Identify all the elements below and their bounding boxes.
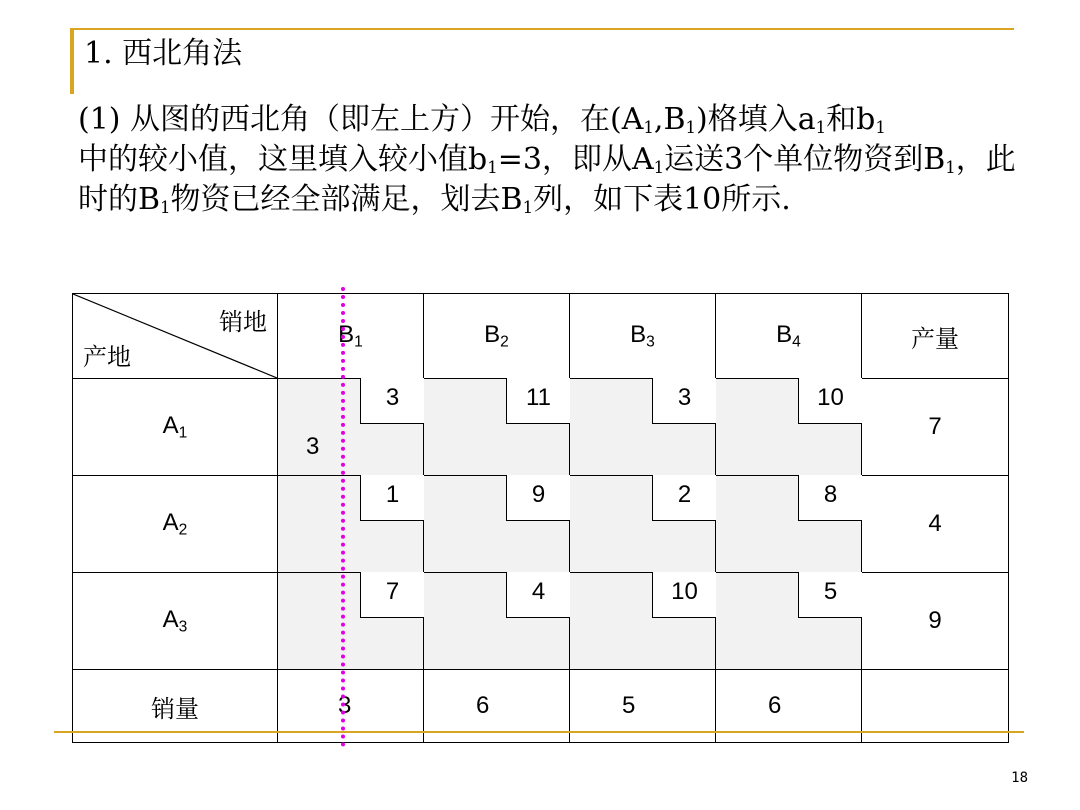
subscript: 1 — [643, 118, 654, 138]
subscript: 1 — [653, 158, 665, 178]
supply-a2: 4 — [862, 476, 1009, 573]
text-run: 列，如下表10所示. — [533, 182, 791, 217]
text-run: 和b — [826, 102, 876, 137]
subscript: 1 — [685, 118, 696, 138]
cost-box: 5 — [798, 572, 862, 618]
title-accent-line — [74, 28, 1014, 30]
supply-a3: 9 — [862, 573, 1009, 670]
table-row — [73, 476, 1009, 573]
body-paragraph — [78, 100, 1038, 220]
strike-column-line — [341, 287, 345, 747]
text-run: 运送3个单位物资到B — [664, 142, 946, 177]
cost-box: 3 — [652, 378, 716, 424]
subscript: 1 — [945, 158, 956, 178]
column-header-b2: B2 — [424, 294, 570, 379]
text-run: )格填入a — [696, 102, 816, 137]
cost-box: 9 — [506, 475, 570, 521]
cost-box: 4 — [506, 572, 570, 618]
supply-a1: 7 — [862, 379, 1009, 476]
cost-box: 7 — [360, 572, 424, 618]
header-row — [73, 294, 1009, 379]
cell-a3-b3 — [570, 573, 716, 670]
page-number: 18 — [1011, 770, 1028, 786]
cost-box: 8 — [798, 475, 862, 521]
cost-box: 10 — [798, 378, 862, 424]
cost-box: 11 — [506, 378, 570, 424]
cell-a1-b1 — [278, 379, 424, 476]
slide-heading: 1. 西北角法 — [84, 36, 243, 71]
subscript: 1 — [815, 118, 827, 138]
bottom-accent-line — [54, 731, 1024, 733]
corner-cell — [73, 294, 278, 379]
row-header-a3: A3 — [73, 573, 278, 670]
demand-label: 销量 — [73, 670, 278, 743]
subscript: 1 — [522, 198, 534, 218]
text-run: 中的较小值，这里填入较小值b — [78, 142, 488, 177]
subscript: 1 — [160, 198, 171, 218]
transport-table — [72, 293, 1009, 743]
cell-a2-b4 — [716, 476, 862, 573]
demand-b1: 3 — [278, 670, 424, 743]
title-accent-bar — [70, 28, 74, 94]
row-header-a1: A1 — [73, 379, 278, 476]
corner-bottom-label: 产地 — [83, 343, 131, 371]
cell-a3-b4 — [716, 573, 862, 670]
text-run: ,B — [653, 102, 686, 137]
text-run: 物资已经全部满足，划去B — [170, 182, 523, 217]
cell-a2-b3 — [570, 476, 716, 573]
cost-box: 1 — [360, 475, 424, 521]
subscript: 1 — [487, 158, 498, 178]
column-header-b1: B1 — [278, 294, 424, 379]
cell-a3-b1 — [278, 573, 424, 670]
supply-header: 产量 — [862, 294, 1009, 379]
cell-a2-b2 — [424, 476, 570, 573]
cell-a2-b1 — [278, 476, 424, 573]
cost-box: 10 — [652, 572, 716, 618]
allocation-value: 3 — [306, 433, 320, 460]
cost-box: 2 — [652, 475, 716, 521]
column-header-b3: B3 — [570, 294, 716, 379]
demand-b3: 5 — [570, 670, 716, 743]
cost-box: 3 — [360, 378, 424, 424]
table-row — [73, 379, 1009, 476]
cell-a3-b2 — [424, 573, 570, 670]
demand-b4: 6 — [716, 670, 862, 743]
text-run: ，此时的B — [78, 142, 1016, 217]
corner-top-label: 销地 — [219, 308, 267, 336]
cell-a1-b2 — [424, 379, 570, 476]
table-row — [73, 573, 1009, 670]
text-run: =3，即从A — [497, 142, 654, 177]
text-run: (1) 从图的西北角（即左上方）开始，在(A — [78, 102, 644, 137]
demand-b2: 6 — [424, 670, 570, 743]
column-header-b4: B4 — [716, 294, 862, 379]
row-header-a2: A2 — [73, 476, 278, 573]
cell-a1-b4 — [716, 379, 862, 476]
cell-a1-b3 — [570, 379, 716, 476]
subscript: 1 — [875, 118, 886, 138]
